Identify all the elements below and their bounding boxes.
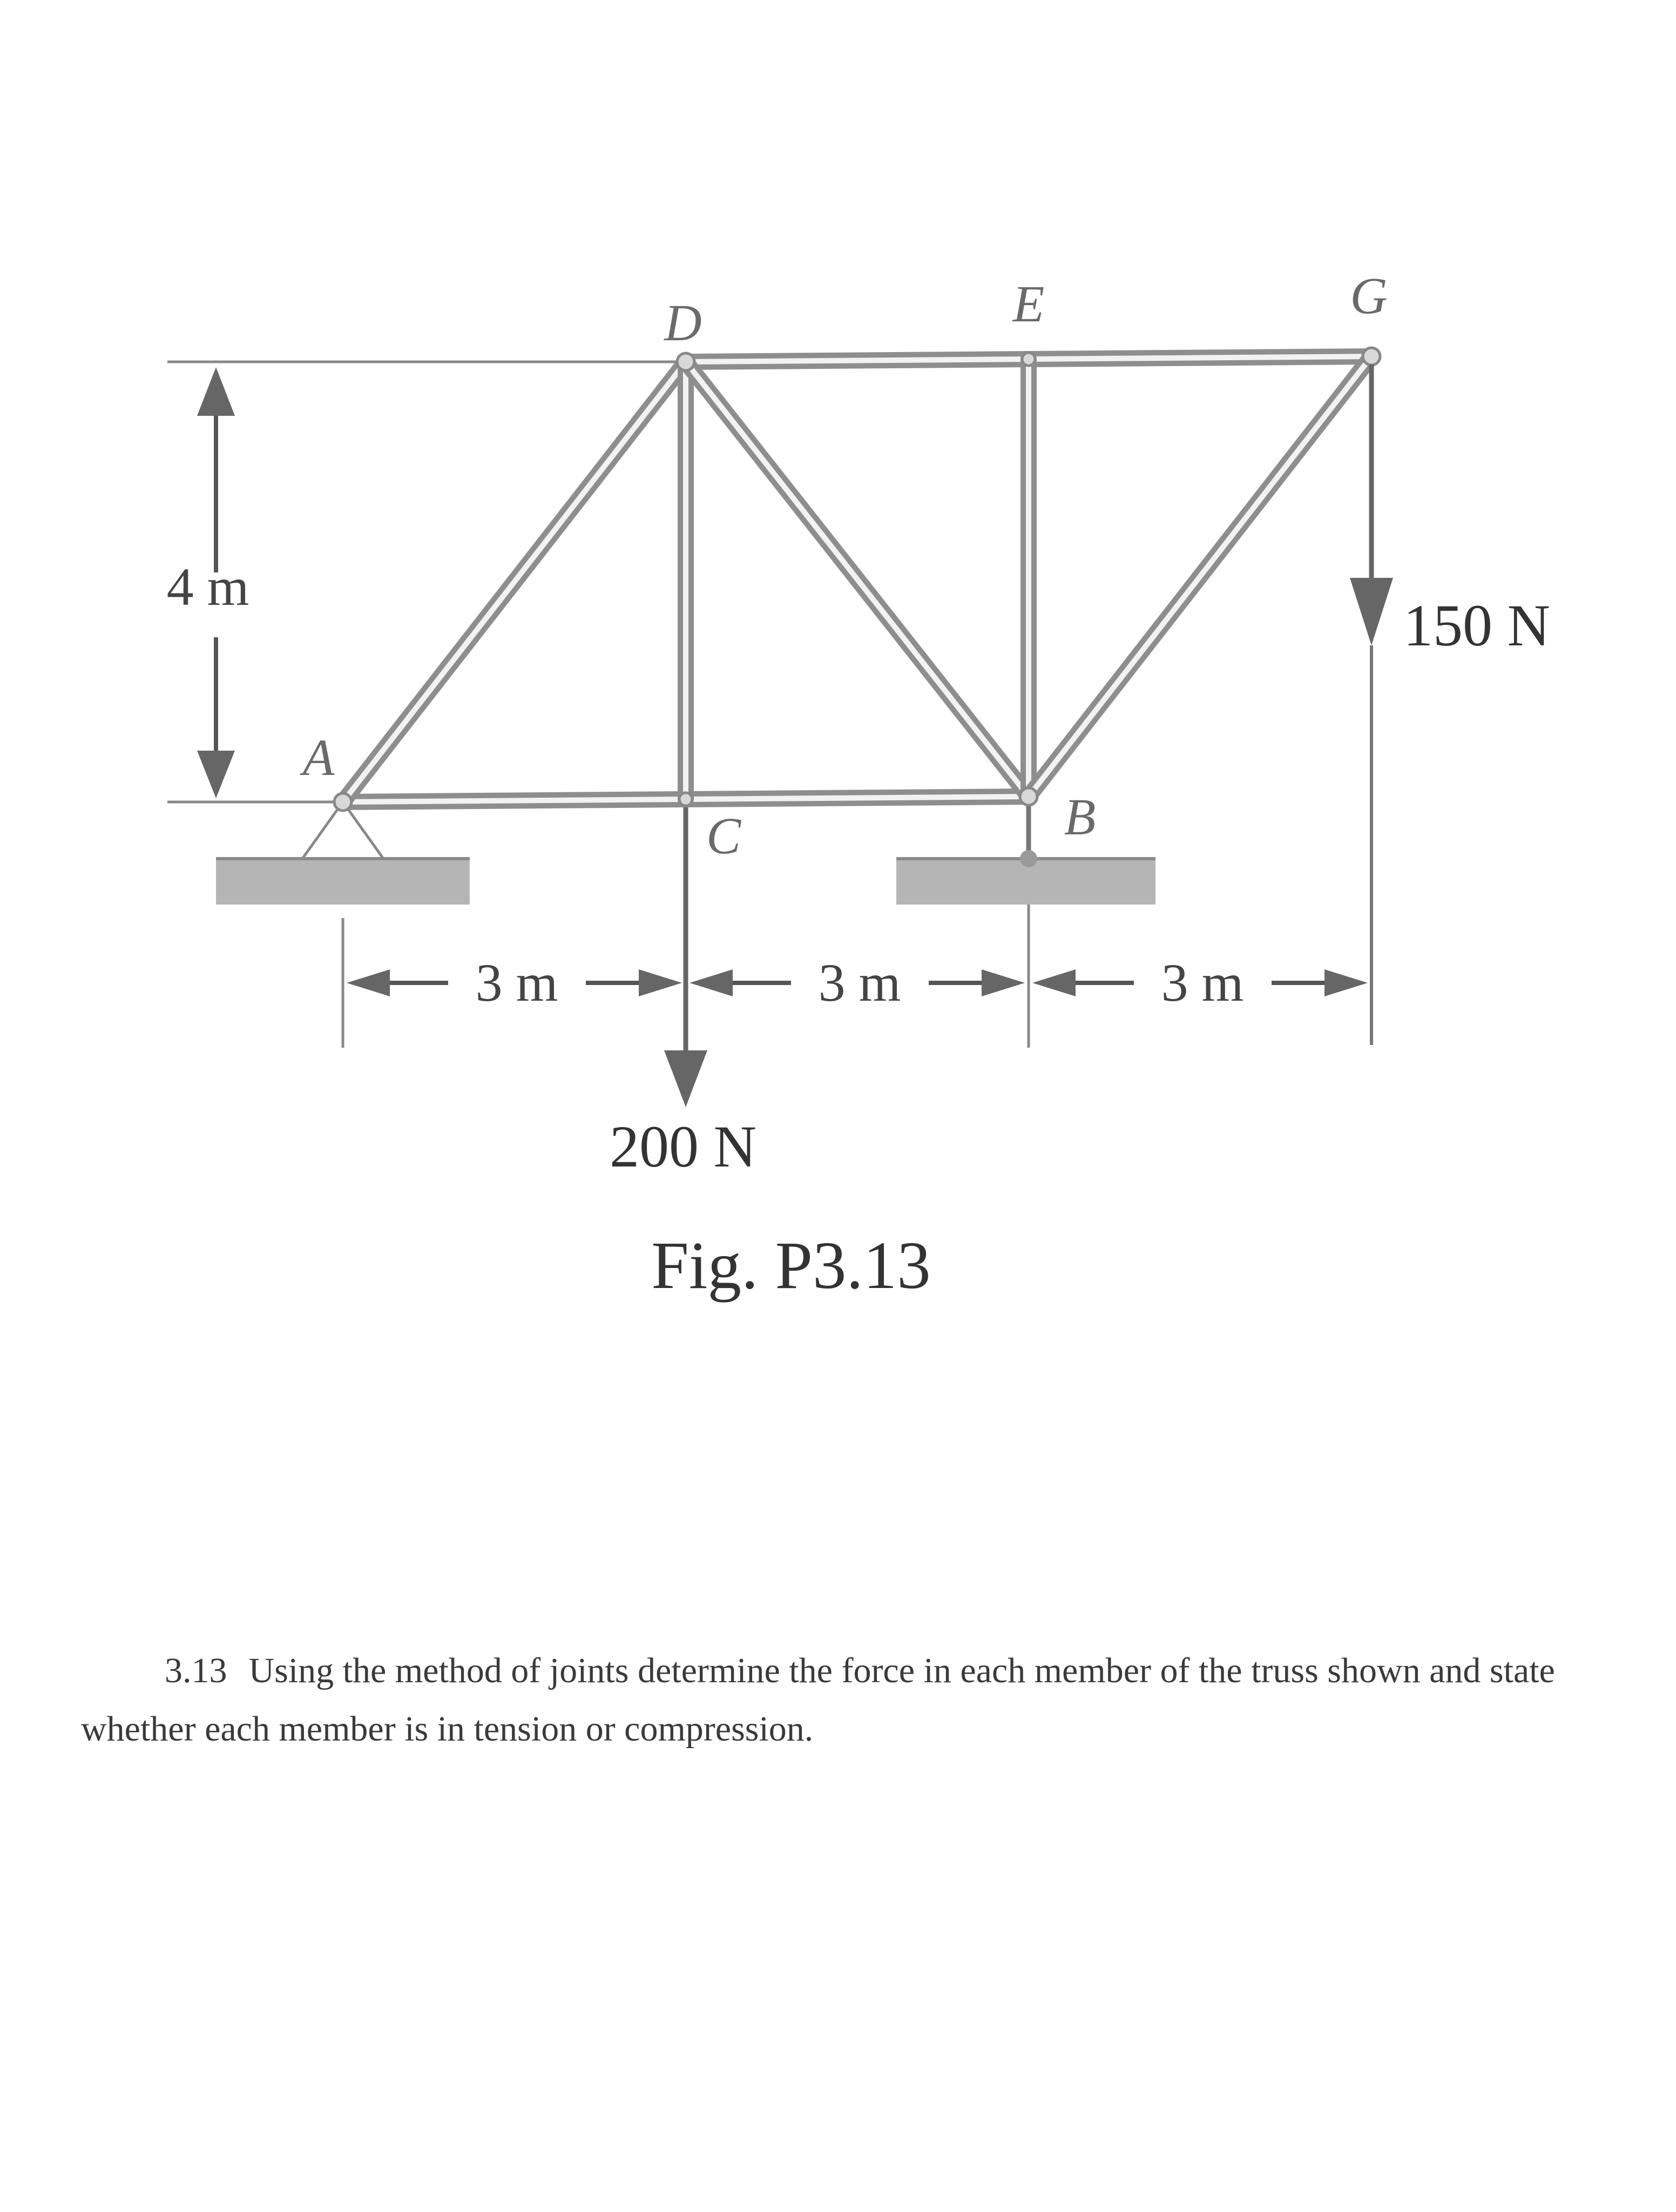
joint-label-c: C xyxy=(706,807,741,865)
member-de xyxy=(686,359,1029,362)
member-gb xyxy=(1029,356,1371,797)
joint-d-pin xyxy=(677,353,694,370)
joint-c-pin xyxy=(679,793,692,806)
problem-text: Using the method of joints determine the force in each member of the truss shown and state whether each member is in tension or compression. xyxy=(81,1651,1555,1749)
load-arrow-c xyxy=(664,807,707,1107)
joint-label-b: B xyxy=(1064,788,1096,846)
span-dimension-2-label: 3 m xyxy=(818,953,901,1013)
span-dimension-1-label: 3 m xyxy=(475,953,558,1013)
member-cb xyxy=(686,797,1029,799)
joint-label-d: D xyxy=(664,294,702,352)
problem-number: 3.13 xyxy=(165,1651,227,1690)
problem-statement xyxy=(81,1642,1593,1758)
joint-e-pin xyxy=(1022,353,1035,366)
span-dimension-3-label: 3 m xyxy=(1161,953,1244,1013)
pin-support-a xyxy=(216,802,470,905)
roller-support-b xyxy=(896,802,1155,905)
load-label-g: 150 N xyxy=(1403,592,1550,658)
figure-caption: Fig. P3.13 xyxy=(651,1229,931,1303)
member-ac xyxy=(343,799,686,802)
joint-label-g: G xyxy=(1350,267,1388,325)
joint-b-pin xyxy=(1020,788,1037,805)
joint-a-pin xyxy=(334,793,352,811)
load-label-c: 200 N xyxy=(610,1114,756,1179)
height-dimension-label: 4 m xyxy=(166,557,249,617)
truss-members xyxy=(343,356,1371,802)
member-eg xyxy=(1029,356,1371,359)
joint-label-e: E xyxy=(1012,275,1045,333)
member-db xyxy=(686,362,1029,797)
load-arrow-g xyxy=(1350,365,1393,1045)
joint-label-a: A xyxy=(302,729,335,786)
member-ad xyxy=(343,362,686,802)
joint-g-pin xyxy=(1363,348,1380,365)
